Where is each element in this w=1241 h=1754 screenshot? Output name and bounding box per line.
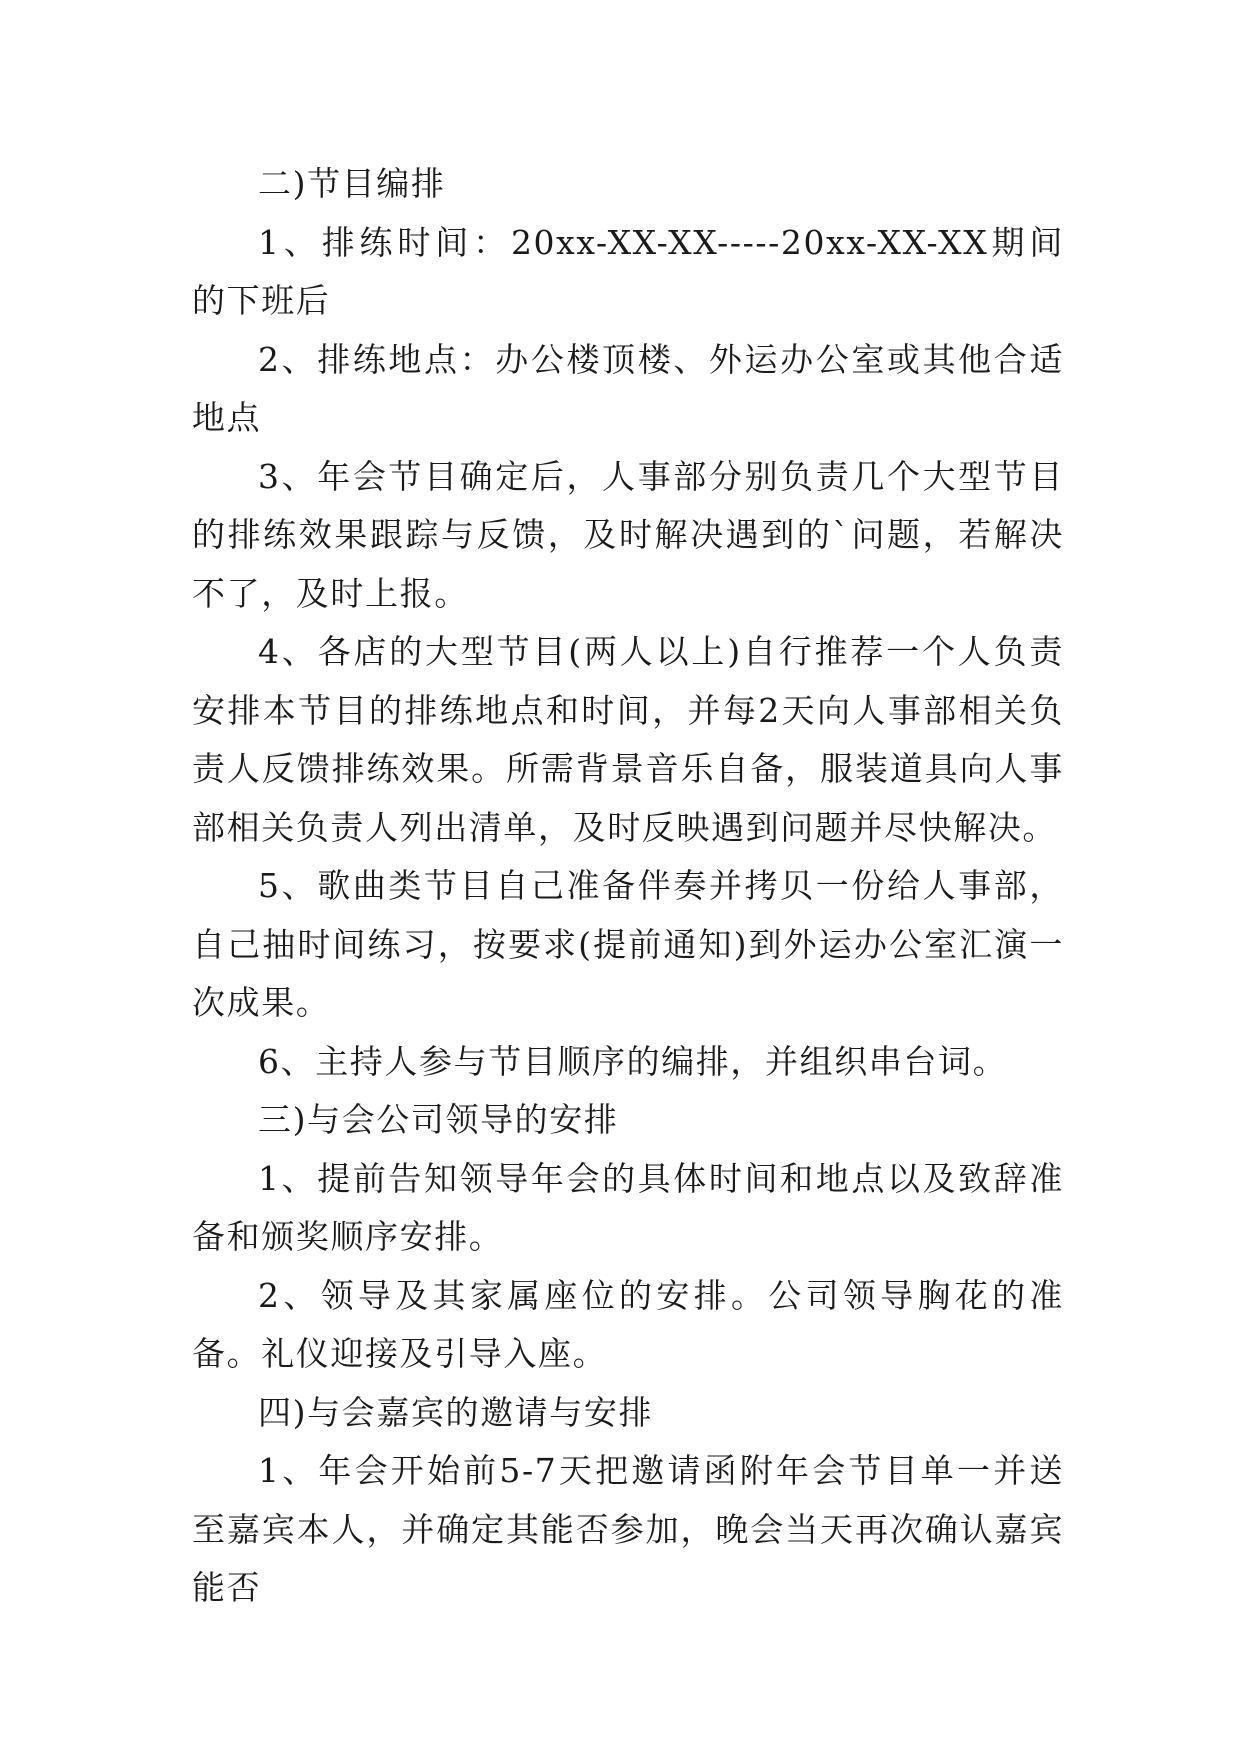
- section-heading-program-arrangement: 二)节目编排: [258, 164, 446, 203]
- paragraph-leader-notice: 1、提前告知领导年会的具体时间和地点以及致辞准备和颁奖顺序安排。: [192, 1158, 1064, 1256]
- paragraph-hr-tracking: 3、年会节目确定后，人事部分别负责几个大型节目的排练效果跟踪与反馈，及时解决遇到的`问题，若解决不了，及时上报。: [192, 456, 1064, 613]
- section-heading-guests: 四)与会嘉宾的邀请与安排: [258, 1392, 654, 1432]
- paragraph-store-programs: 4、各店的大型节目(两人以上)自行推荐一个人负责安排本节目的排练地点和时间，并每2天向人事部相关负责人反馈排练效果。所需背景音乐自备，服装道具向人事部相关负责人列出清单，及时反映遇到问题并尽快解决。: [192, 632, 1064, 847]
- paragraph-rehearsal-time: 1、排练时间：20xx-XX-XX-----20xx-XX-XX期间的下班后: [192, 222, 1064, 320]
- paragraph-guest-invitation: 1、年会开始前5-7天把邀请函附年会节目单一并送至嘉宾本人，并确定其能否参加，晚会当天再次确认嘉宾能否: [192, 1451, 1064, 1607]
- paragraph-song-programs: 5、歌曲类节目自己准备伴奏并拷贝一份给人事部，自己抽时间练习，按要求(提前通知)到外运办公室汇演一次成果。: [192, 866, 1064, 1022]
- document-body: [192, 155, 1064, 1618]
- paragraph-leader-seating: 2、领导及其家属座位的安排。公司领导胸花的准备。礼仪迎接及引导入座。: [192, 1275, 1064, 1373]
- section-heading-leaders: 三)与会公司领导的安排: [258, 1100, 619, 1139]
- paragraph-host-arrangement: 6、主持人参与节目顺序的编排，并组织串台词。: [258, 1041, 1008, 1081]
- paragraph-rehearsal-location: 2、排练地点：办公楼顶楼、外运办公室或其他合适地点: [192, 339, 1064, 437]
